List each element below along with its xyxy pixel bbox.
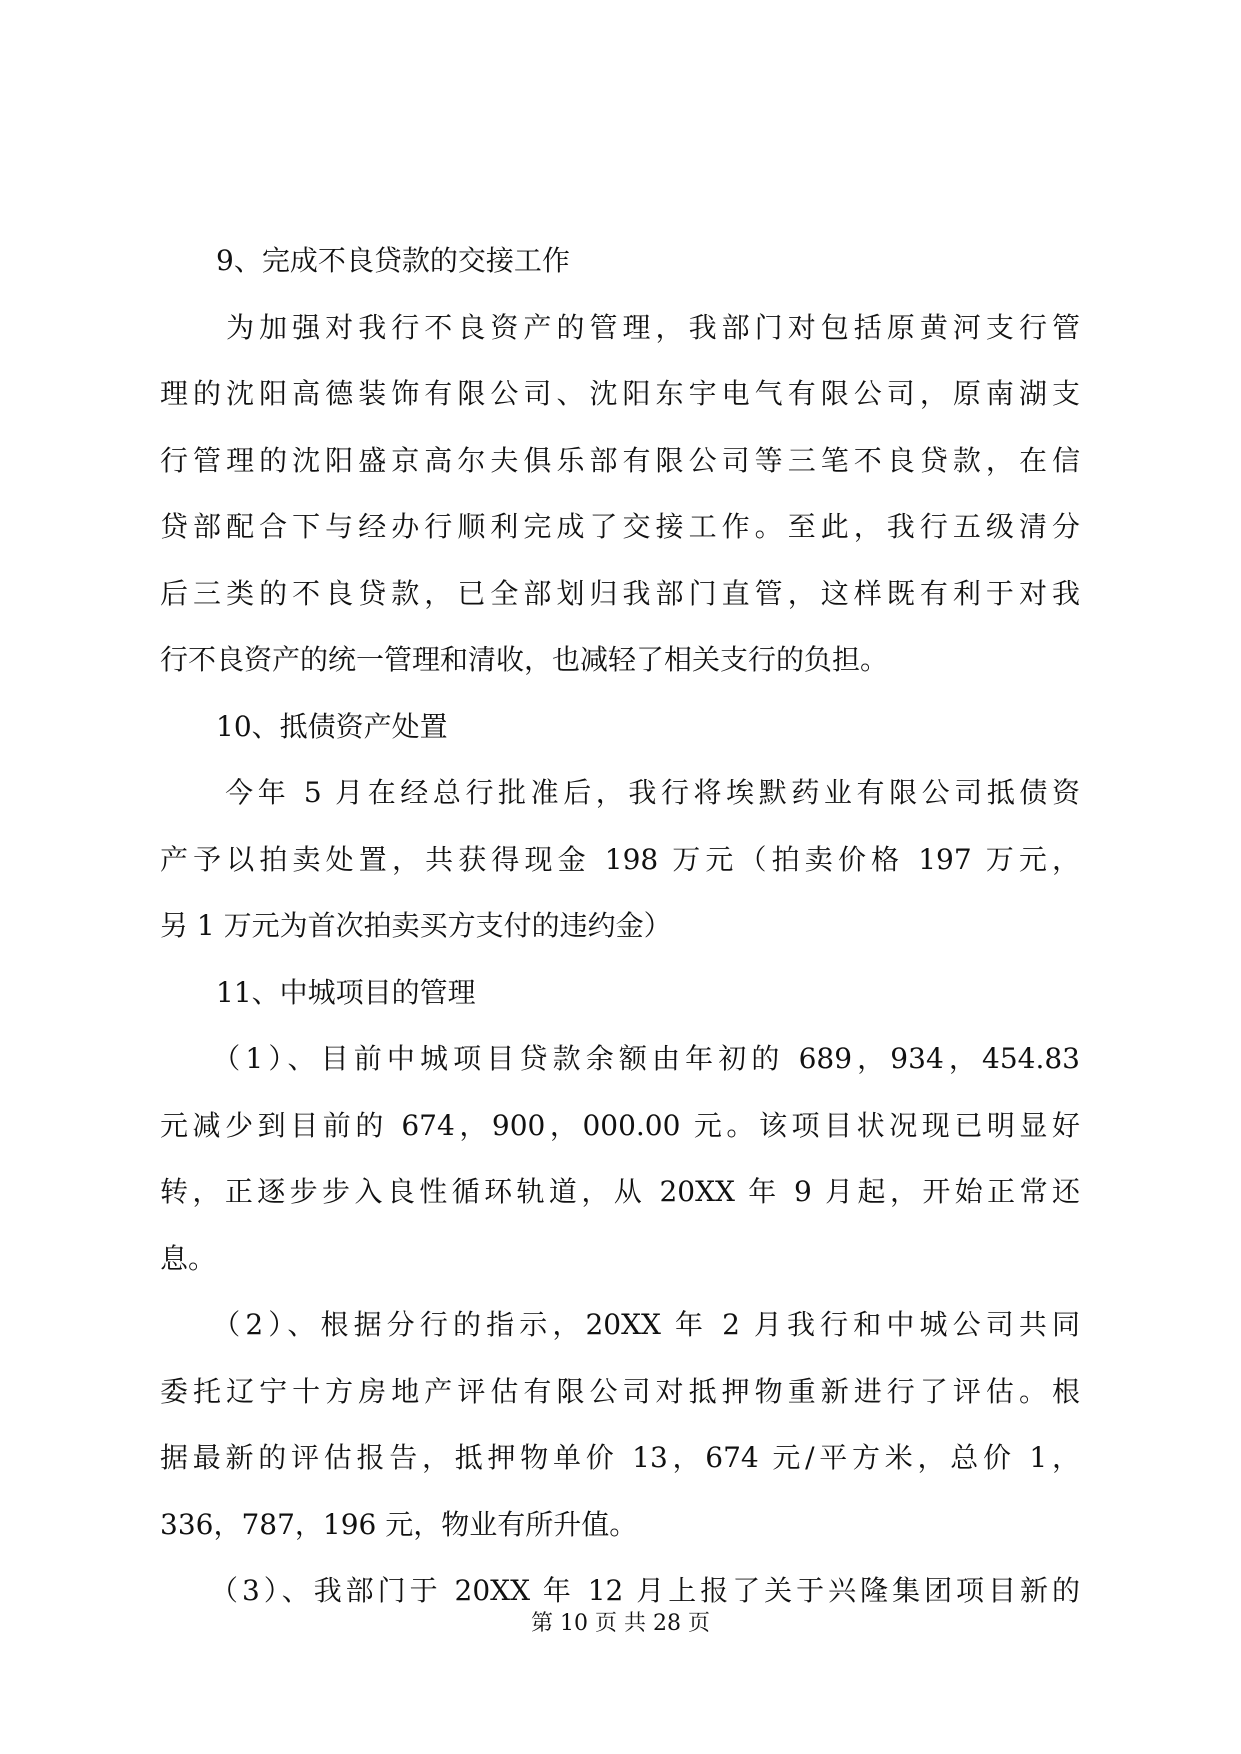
section-heading-9 <box>160 228 1080 295</box>
paragraph-asset-disposal <box>160 760 1080 960</box>
paragraph-handover <box>160 295 1080 694</box>
section-heading-11 <box>160 960 1080 1027</box>
text-line: 后三类的不良贷款，已全部划归我部门直管，这样既有利于对我 <box>160 576 1080 610</box>
page-number: 第 10 页 共 28 页 <box>531 1611 710 1636</box>
page-footer <box>0 1606 1241 1637</box>
text-line: 委托辽宁十方房地产评估有限公司对抵押物重新进行了评估。根 <box>160 1374 1080 1408</box>
text-line: 11、中城项目的管理 <box>160 975 476 1009</box>
paragraph-item-2 <box>160 1292 1080 1558</box>
paragraph-item-1 <box>160 1026 1080 1292</box>
text-line: 10、抵债资产处置 <box>160 709 448 743</box>
text-line: 336，787，196 元，物业有所升值。 <box>160 1507 638 1541</box>
section-heading-10 <box>160 694 1080 761</box>
text-line: 理的沈阳高德装饰有限公司、沈阳东宇电气有限公司，原南湖支 <box>160 377 1080 410</box>
text-line: （3）、我部门于 20XX 年 12 月上报了关于兴隆集团项目新的 <box>160 1574 1080 1607</box>
text-line: 贷部配合下与经办行顺利完成了交接工作。至此，我行五级清分 <box>160 510 1080 543</box>
text-line: （1）、目前中城项目贷款余额由年初的 689，934，454.83 <box>160 1042 1080 1075</box>
text-line: 产予以拍卖处置，共获得现金 198 万元（拍卖价格 197 万元， <box>160 842 1080 876</box>
text-line: 据最新的评估报告，抵押物单价 13，674 元/平方米，总价 1， <box>160 1441 1080 1474</box>
text-line: 元减少到目前的 674，900，000.00 元。该项目状况现已明显好 <box>160 1108 1080 1142</box>
text-line: 为加强对我行不良资产的管理，我部门对包括原黄河支行管 <box>160 310 1080 344</box>
text-line: 行管理的沈阳盛京高尔夫俱乐部有限公司等三笔不良贷款，在信 <box>160 443 1080 477</box>
text-line: 转，正逐步步入良性循环轨道，从 20XX 年 9 月起，开始正常还 <box>160 1175 1080 1208</box>
text-line: 另 1 万元为首次拍卖买方支付的违约金） <box>160 909 672 942</box>
text-line: 今年 5 月在经总行批准后，我行将埃默药业有限公司抵债资 <box>160 776 1080 809</box>
text-line: 息。 <box>160 1241 217 1275</box>
document-body <box>160 228 1080 1625</box>
text-line: 行不良资产的统一管理和清收，也减轻了相关支行的负担。 <box>160 643 889 676</box>
text-line: 9、完成不良贷款的交接工作 <box>160 244 570 277</box>
text-line: （2）、根据分行的指示，20XX 年 2 月我行和中城公司共同 <box>160 1308 1080 1341</box>
